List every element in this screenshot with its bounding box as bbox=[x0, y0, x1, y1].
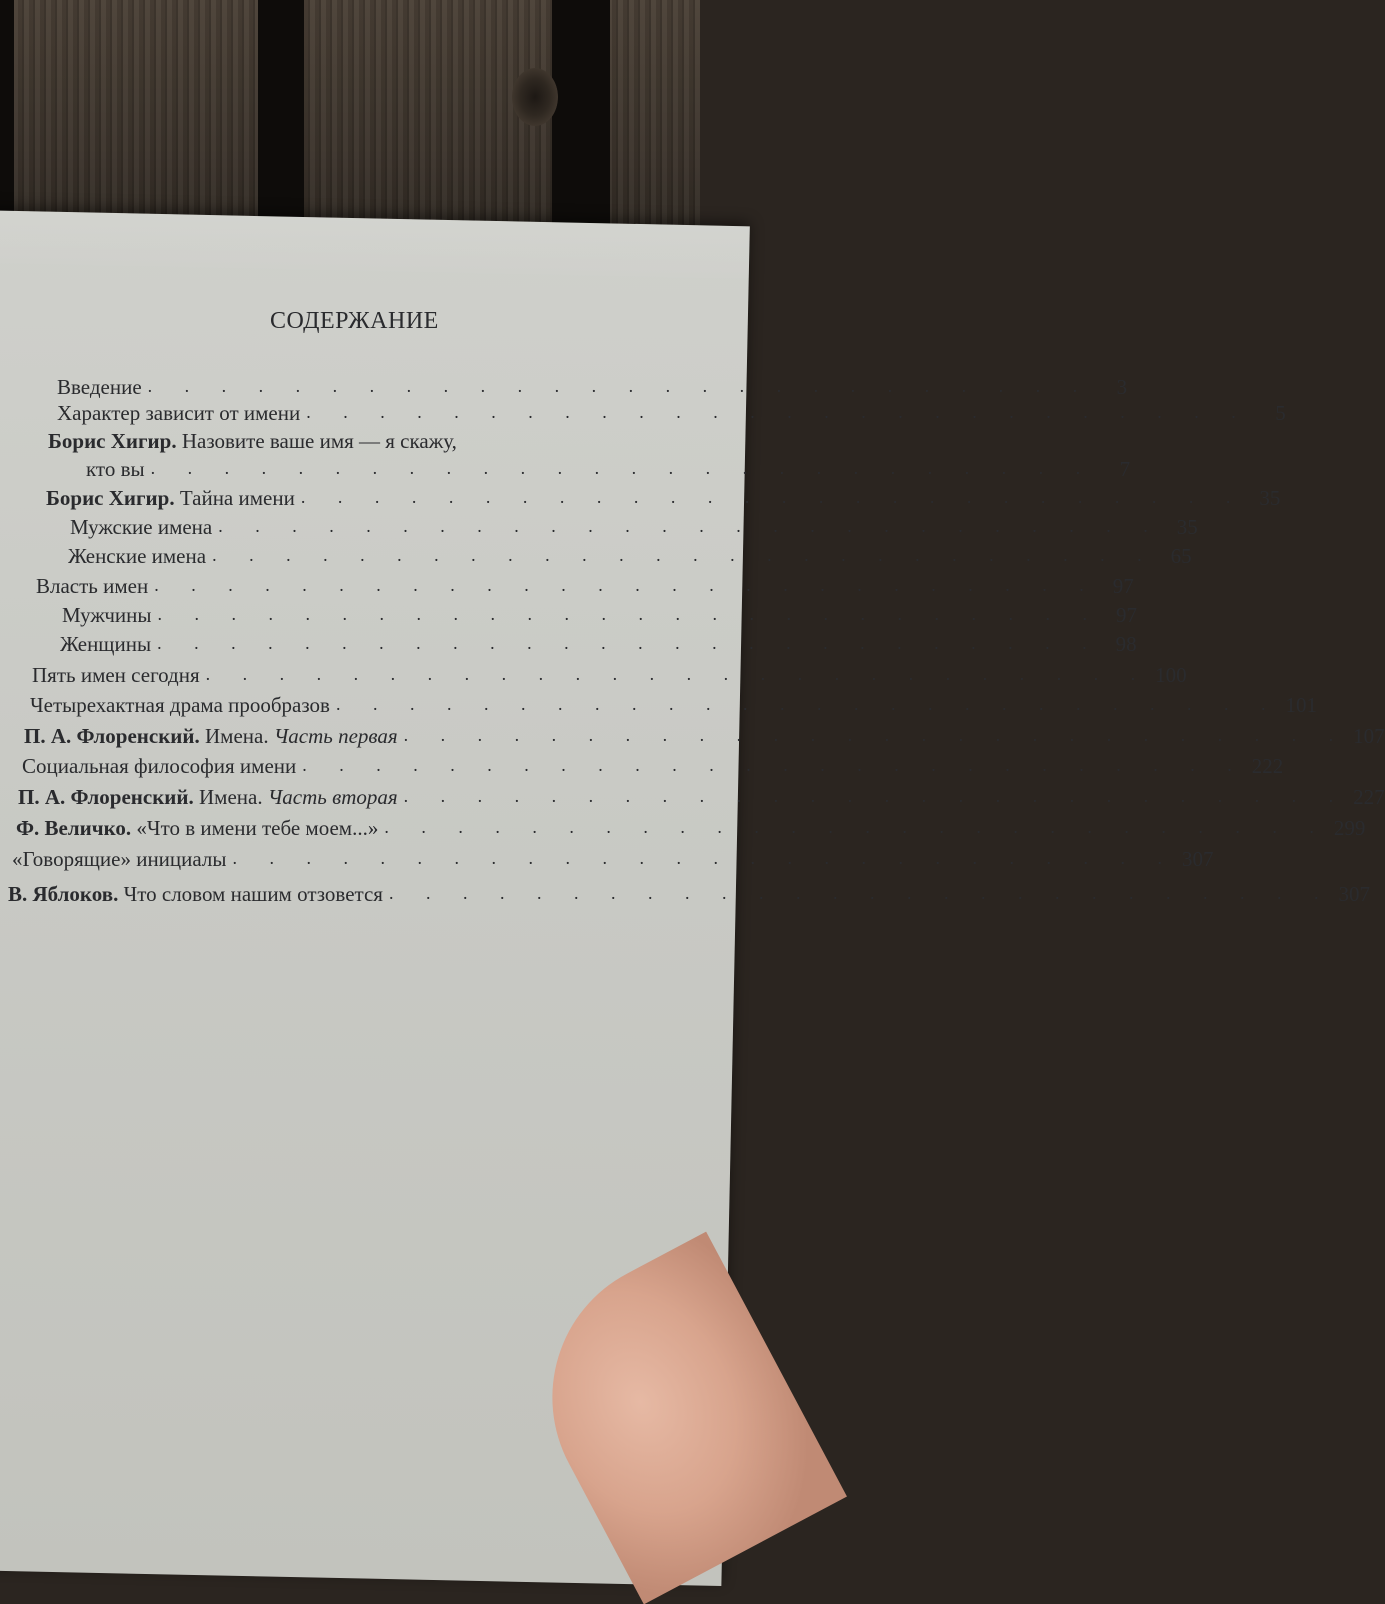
entry-title bbox=[8, 881, 383, 907]
entry-title: Четырехактная драма прообразов bbox=[30, 693, 330, 717]
entry-title: Женщины bbox=[60, 632, 152, 656]
toc-entry bbox=[70, 514, 1198, 540]
entry-title: Женские имена bbox=[68, 544, 207, 568]
toc-entry bbox=[36, 573, 1134, 599]
entry-title: «Говорящие» инициалы bbox=[12, 847, 227, 871]
toc-entry bbox=[22, 753, 1284, 779]
entry-title bbox=[18, 784, 398, 810]
dot-leader: . . . . . . . . . . . . . . . . . . . . . . . . . . bbox=[403, 725, 1348, 745]
dot-leader: . . . . . . . . . . . . . . . . . . . . . . . . . . bbox=[147, 376, 1092, 396]
toc-entry bbox=[8, 881, 1370, 907]
toc-entry bbox=[57, 400, 1286, 426]
dot-leader: . . . . . . . . . . . . . . . . . . . . . . . . . . bbox=[157, 604, 1102, 624]
page-number: 97 bbox=[1116, 603, 1138, 627]
dot-leader: . . . . . . . . . . . . . . . . . . . . . . . . . . bbox=[384, 817, 1328, 837]
entry-title bbox=[16, 815, 378, 841]
toc-entry bbox=[60, 631, 1137, 657]
page-number: 35 bbox=[1176, 515, 1198, 539]
page-number: 222 bbox=[1251, 754, 1284, 778]
entry-title: Социальная философия имени bbox=[22, 754, 297, 778]
dot-leader: . . . . . . . . . . . . . . . . . . . . . . . . . . bbox=[150, 458, 1095, 478]
entry-title-text: «Что в имени тебе моем...» bbox=[131, 816, 379, 840]
entry-title: Назовите ваше имя — я скажу, bbox=[176, 429, 457, 453]
toc-entry bbox=[86, 456, 1131, 482]
page-number: 107 bbox=[1353, 724, 1385, 748]
entry-author: Борис Хигир. bbox=[48, 429, 177, 453]
dot-leader: . . . . . . . . . . . . . . . . . . . . . . . . . . bbox=[335, 694, 1280, 714]
toc-entry bbox=[46, 485, 1281, 511]
toc-entry bbox=[62, 602, 1138, 628]
dot-leader: . . . . . . . . . . . . . . . . . . . . . . . . . . bbox=[157, 633, 1101, 653]
entry-title-text: Тайна имени bbox=[174, 486, 295, 510]
entry-title-continued: кто вы bbox=[86, 457, 145, 481]
page-number: 98 bbox=[1115, 632, 1137, 656]
page-number: 65 bbox=[1170, 544, 1192, 568]
page-number: 307 bbox=[1338, 882, 1370, 906]
page-number: 97 bbox=[1112, 574, 1134, 598]
toc-entry bbox=[30, 692, 1317, 718]
entry-title: Пять имен сегодня bbox=[32, 663, 200, 687]
page-number: 307 bbox=[1182, 847, 1214, 871]
dot-leader: . . . . . . . . . . . . . . . . . . . . . . . . . . bbox=[388, 883, 1333, 903]
toc-title: СОДЕРЖАНИЕ bbox=[270, 308, 439, 334]
dot-leader: . . . . . . . . . . . . . . . . . . . . . . . . . . bbox=[300, 487, 1245, 507]
entry-title: Характер зависит от имени bbox=[57, 401, 301, 425]
entry-author: В. Яблоков. bbox=[8, 882, 119, 906]
dot-leader: . . . . . . . . . . . . . . . . . . . . . . . . . . bbox=[403, 786, 1348, 806]
page-number: 3 bbox=[1116, 375, 1128, 399]
toc-entry bbox=[57, 374, 1128, 400]
dot-leader: . . . . . . . . . . . . . . . . . . . . . . . . . . bbox=[205, 664, 1150, 684]
dot-leader: . . . . . . . . . . . . . . . . . . . . . . . . . . bbox=[306, 402, 1250, 422]
entry-title bbox=[24, 723, 398, 749]
dot-leader: . . . . . . . . . . . . . . . . . . . . . . . . . . bbox=[302, 755, 1246, 775]
entry-author: Борис Хигир. bbox=[46, 486, 175, 510]
toc-entry bbox=[68, 543, 1192, 569]
toc-entry bbox=[24, 723, 1385, 749]
entry-title: Мужчины bbox=[62, 603, 152, 627]
toc-entry bbox=[18, 784, 1385, 810]
dot-leader: . . . . . . . . . . . . . . . . . . . . . . . . . . bbox=[154, 575, 1098, 595]
toc-entry-first-line bbox=[48, 428, 457, 454]
page-number: 101 bbox=[1285, 693, 1317, 717]
entry-part: Часть первая bbox=[273, 724, 398, 748]
entry-title: Мужские имена bbox=[70, 515, 213, 539]
entry-part: Часть вторая bbox=[267, 785, 398, 809]
toc-entry bbox=[12, 846, 1214, 872]
page-number: 5 bbox=[1275, 401, 1286, 425]
entry-title-text: Имена. bbox=[199, 724, 274, 748]
page-number: 299 bbox=[1333, 816, 1366, 840]
page-number: 7 bbox=[1119, 457, 1131, 481]
entry-title: Власть имен bbox=[36, 574, 149, 598]
page-number: 227 bbox=[1353, 785, 1385, 809]
dot-leader: . . . . . . . . . . . . . . . . . . . . . . . . . . bbox=[218, 516, 1162, 536]
entry-author: Ф. Величко. bbox=[16, 816, 132, 840]
entry-author: П. А. Флоренский. bbox=[24, 724, 200, 748]
page-number: 100 bbox=[1155, 663, 1187, 687]
entry-title: Введение bbox=[57, 375, 142, 399]
entry-author: П. А. Флоренский. bbox=[18, 785, 194, 809]
toc-entry bbox=[32, 662, 1187, 688]
entry-title-text: Имена. bbox=[193, 785, 268, 809]
dot-leader: . . . . . . . . . . . . . . . . . . . . . . . . . . bbox=[232, 848, 1176, 868]
dot-leader: . . . . . . . . . . . . . . . . . . . . . . . . . . bbox=[212, 545, 1156, 565]
toc-entry bbox=[16, 815, 1366, 841]
entry-title bbox=[46, 485, 295, 511]
page-number: 35 bbox=[1259, 486, 1281, 510]
entry-title-text: Что словом нашим отзовется bbox=[118, 882, 383, 906]
